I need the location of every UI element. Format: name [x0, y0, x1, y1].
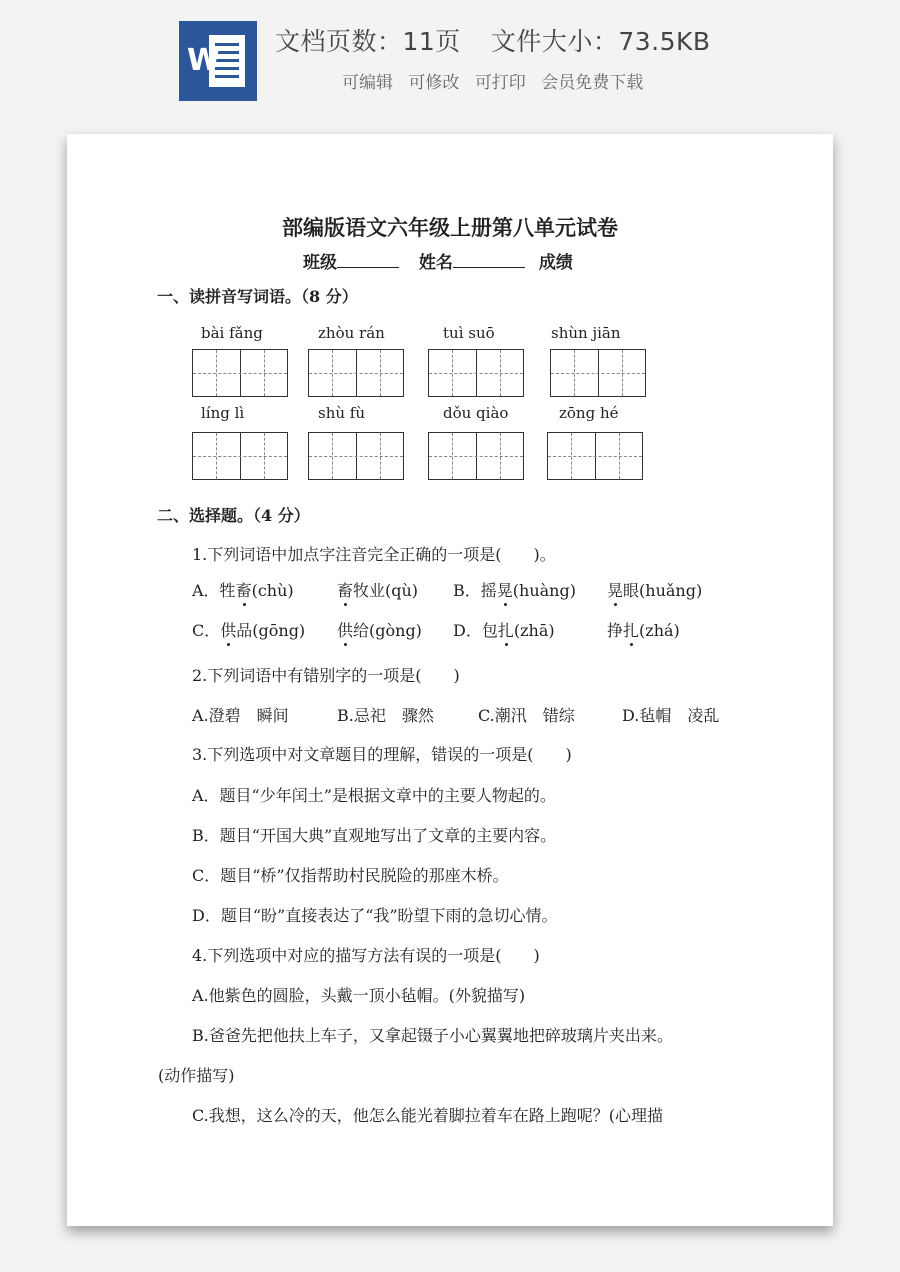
q4-option-c: C.我想，这么冷的天，他怎么能光着脚拉着车在路上跑呢？(心理描	[192, 1106, 664, 1125]
q3-option-c: C．题目“桥”仅指帮助村民脱险的那座木桥。	[192, 866, 509, 885]
feature-printable: 可打印	[474, 73, 526, 93]
writing-grid[interactable]	[428, 349, 524, 397]
q1-option-d1: D．包扎(zhā)	[453, 621, 555, 640]
q2-option-c: C.潮汛 错综	[478, 706, 575, 725]
emphasis-dot-char: 晃	[607, 581, 624, 600]
feature-list	[342, 68, 653, 93]
q1-option-a2: 畜牧业(qù)	[337, 581, 419, 600]
q1-option-b1: B．摇晃(huàng)	[453, 581, 576, 600]
emphasis-dot-char: 供	[220, 621, 237, 640]
question-3-stem: 3.下列选项中对文章题目的理解，错误的一项是( )	[192, 745, 572, 764]
section-1-heading: 一、读拼音写词语。（8 分）	[157, 287, 358, 306]
question-4-stem: 4.下列选项中对应的描写方法有误的一项是( )	[192, 946, 540, 965]
feature-editable: 可编辑	[342, 73, 393, 93]
q2-option-a: A.澄碧 瞬间	[192, 706, 289, 725]
q1-option-b2: 晃眼(huǎng)	[607, 581, 703, 600]
pinyin-label: zhòu rán	[318, 324, 385, 342]
question-1-stem: 1.下列词语中加点字注音完全正确的一项是( )。	[192, 545, 556, 564]
pinyin-label: shù fù	[318, 404, 365, 422]
q3-option-d: D．题目“盼”直接表达了“我”盼望下雨的急切心情。	[192, 906, 558, 925]
writing-grid[interactable]	[308, 432, 404, 480]
q2-option-d: D.毡帽 凌乱	[622, 706, 720, 725]
class-label: 班级	[303, 253, 337, 273]
file-size: 文件大小：73.5KB	[490, 27, 711, 56]
pinyin-label: líng lì	[201, 404, 245, 422]
q3-option-b: B．题目“开国大典”直观地写出了文章的主要内容。	[192, 826, 557, 845]
emphasis-dot-char: 扎	[497, 621, 514, 640]
q1-option-d2: 挣扎(zhá)	[607, 621, 680, 640]
name-blank[interactable]	[453, 251, 525, 268]
writing-grid[interactable]	[192, 349, 288, 397]
feature-modifiable: 可修改	[408, 73, 460, 93]
q4-option-b: B.爸爸先把他扶上车子，又拿起镊子小心翼翼地把碎玻璃片夹出来。	[192, 1026, 673, 1045]
pinyin-label: dǒu qiào	[443, 404, 509, 422]
emphasis-dot-char: 晃	[496, 581, 513, 600]
class-blank[interactable]	[337, 251, 399, 268]
page-count: 文档页数：11页	[275, 27, 461, 56]
section-2-heading: 二、选择题。（4 分）	[157, 506, 310, 525]
writing-grid[interactable]	[550, 349, 646, 397]
student-info-line	[303, 248, 573, 273]
q2-option-b: B.忌祀 骤然	[337, 706, 434, 725]
emphasis-dot-char: 扎	[623, 621, 640, 640]
score-label: 成绩	[538, 253, 573, 273]
writing-grid[interactable]	[192, 432, 288, 480]
word-letter: W	[187, 43, 221, 78]
pinyin-label: zōng hé	[559, 404, 619, 422]
page-title: 部编版语文六年级上册第八单元试卷	[282, 215, 618, 240]
writing-grid[interactable]	[308, 349, 404, 397]
writing-grid[interactable]	[428, 432, 524, 480]
writing-grid[interactable]	[547, 432, 643, 480]
pinyin-label: bài fǎng	[201, 324, 263, 342]
word-doc-icon	[179, 21, 257, 101]
emphasis-dot-char: 供	[337, 621, 354, 640]
pinyin-label: shùn jiān	[551, 324, 621, 342]
q1-option-c1: C．供品(gōng)	[192, 621, 306, 640]
feature-free-download: 会员免费下载	[541, 73, 644, 93]
q4-option-a: A.他紫色的圆脸，头戴一顶小毡帽。(外貌描写)	[192, 986, 526, 1005]
pinyin-label: tuì suō	[443, 324, 495, 342]
emphasis-dot-char: 畜	[337, 581, 354, 600]
q4-option-b-continued: (动作描写)	[158, 1066, 235, 1085]
q3-option-a: A．题目“少年闰土”是根据文章中的主要人物起的。	[192, 786, 556, 805]
q1-option-c2: 供给(gòng)	[337, 621, 422, 640]
q1-option-a1: A．牲畜(chù)	[192, 581, 294, 600]
question-2-stem: 2.下列词语中有错别字的一项是( )	[192, 666, 460, 685]
doc-meta	[275, 22, 711, 58]
document-page	[67, 134, 833, 1226]
emphasis-dot-char: 畜	[235, 581, 252, 600]
name-label: 姓名	[418, 253, 453, 273]
